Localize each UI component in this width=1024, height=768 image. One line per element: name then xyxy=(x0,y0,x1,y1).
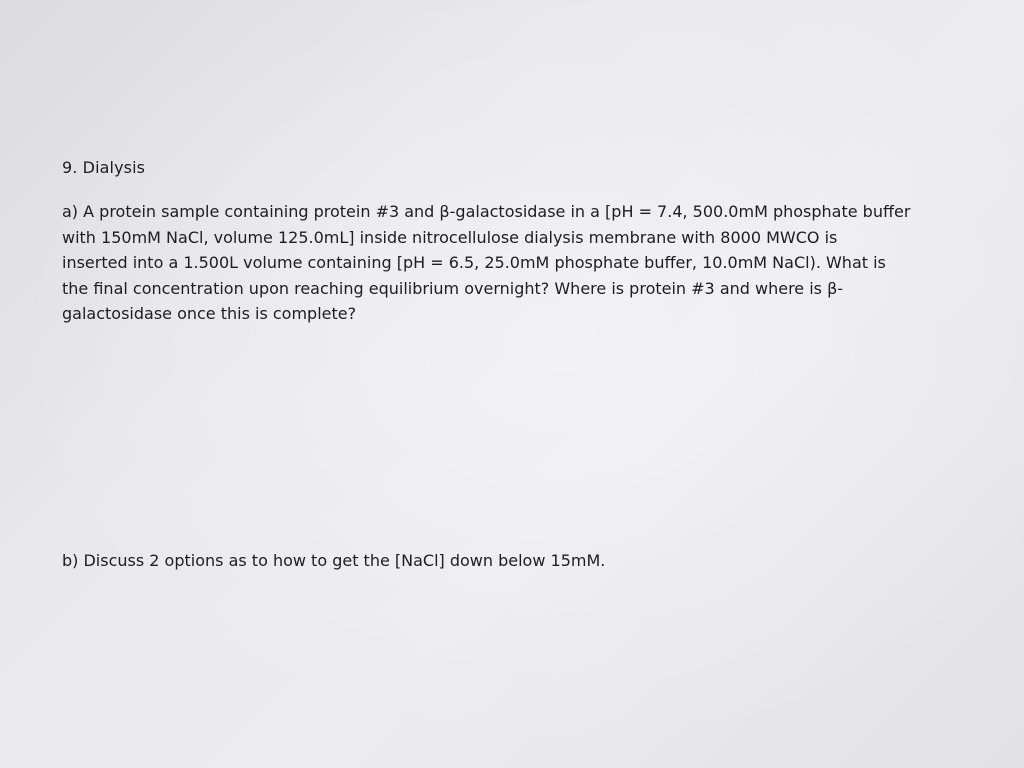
part-a-line: with 150mM NaCl, volume 125.0mL] inside nitrocellulose dialysis membrane with 8000 MWCO is xyxy=(62,227,838,247)
part-a-line: inserted into a 1.500L volume containing [pH = 6.5, 25.0mM phosphate buffer, 10.0mM NaCl). What is xyxy=(62,253,886,272)
part-a-line: galactosidase once this is complete? xyxy=(62,304,357,323)
question-part-b: b) Discuss 2 options as to how to get the [NaCl] down below 15mM. xyxy=(62,551,606,570)
part-a-line: the final concentration upon reaching equilibrium overnight? Where is protein #3 and where is β- xyxy=(62,278,844,298)
part-a-line: a) A protein sample containing protein #3 and β-galactosidase in a [pH = 7.4, 500.0mM phosphate buffer xyxy=(62,202,911,221)
question-part-a xyxy=(62,199,982,327)
question-heading: 9. Dialysis xyxy=(62,158,146,177)
